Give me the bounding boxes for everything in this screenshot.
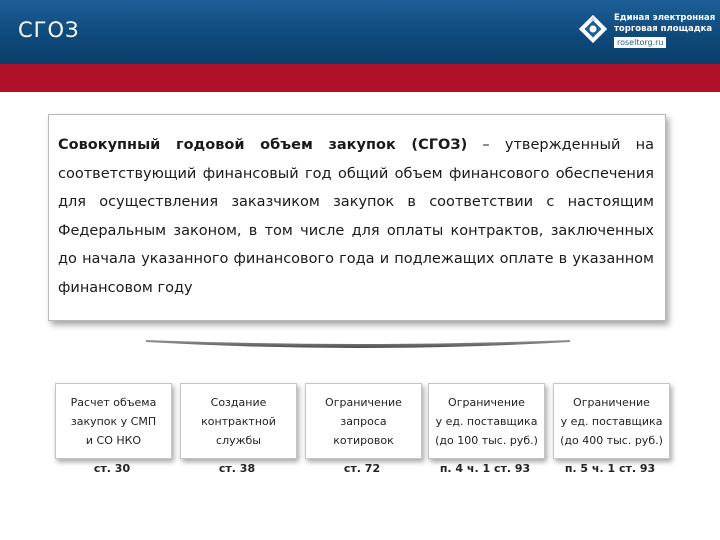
accent-bar xyxy=(0,64,720,92)
definition-box xyxy=(48,114,666,321)
card-article-label: ст. 38 xyxy=(218,462,256,475)
definition-text xyxy=(58,131,654,302)
roseltorg-logo[interactable] xyxy=(576,10,716,54)
logo-url[interactable]: roseltorg.ru xyxy=(614,37,666,48)
card-text: Ограничение у ед. поставщика (до 400 тыс. руб.) xyxy=(560,395,663,447)
card-quotation-limit xyxy=(305,383,422,459)
divider-shape xyxy=(146,340,570,354)
roseltorg-logo-icon xyxy=(576,12,610,46)
card-article-label: п. 5 ч. 1 ст. 93 xyxy=(564,462,656,475)
card-text: Ограничение у ед. поставщика (до 100 тыс. руб.) xyxy=(435,395,538,447)
card-single-supplier-400k xyxy=(553,383,670,459)
logo-text-line-1: Единая электронная xyxy=(614,13,716,23)
slide-header xyxy=(0,0,720,64)
logo-text-line-2: торговая площадка xyxy=(614,24,713,34)
card-text: Ограничение запроса котировок xyxy=(325,395,402,447)
card-single-supplier-100k xyxy=(428,383,545,459)
definition-term: Совокупный годовой объем закупок (СГОЗ) xyxy=(58,137,468,153)
card-article-label: ст. 72 xyxy=(343,462,381,475)
card-smp xyxy=(55,383,172,459)
card-text: Расчет объема закупок у СМП и СО НКО xyxy=(70,395,157,447)
card-article-label: ст. 30 xyxy=(93,462,131,475)
card-text: Создание контрактной службы xyxy=(201,395,276,447)
slide-title: СГОЗ xyxy=(18,18,80,42)
card-article-label: п. 4 ч. 1 ст. 93 xyxy=(439,462,531,475)
definition-body: – утвержденный на соответствующий финансовый год общий объем финансового обеспечения для осуществления заказчиком закупок в соответствии с настоящим Федеральным законом, в том числе для оплаты контрактов, заключенных до начала указанного финансового года и подлежащих оплате в указанном финансовом году xyxy=(58,137,654,296)
card-contract-service xyxy=(180,383,297,459)
